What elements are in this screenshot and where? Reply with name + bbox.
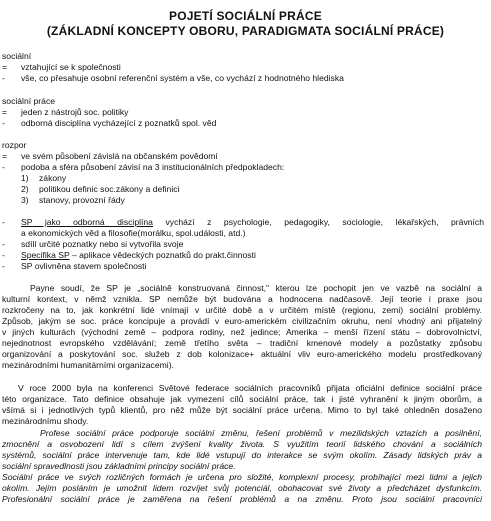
paragraph-line: V roce 2000 byla na konferenci Světové federace sociálních pracovníků přijata oficiální definice sociální práce (18, 383, 482, 393)
list-item: SP ovlivněna stavem společnosti (21, 261, 147, 271)
section-heading-socialni: sociální (2, 51, 32, 61)
paragraph-line: rozkročeny na to, jak konkrétní lidé vnímají v určité době a v určitém místě (regionu, zemi) sociální problémy. (2, 305, 482, 315)
paragraph-line: Profese sociální práce podporuje sociální změnu, řešení problémů v mezilidských vztazích a posilnění, (40, 428, 482, 438)
paragraph-line: sociální spravedlnosti jsou základními principy sociální práce. (2, 461, 236, 471)
paragraph-line: systémů, sociální práce intervenuje tam, kde lidé vstupují do interakce se svým okolím. Zásady lidských práv a (2, 450, 482, 460)
paragraph-line: v jiných kulturách (východní země – podpora rodiny, než jedince; Amerika – menší řízení státu – dobrovolnictví, (2, 327, 482, 337)
bullet-marker: = (2, 151, 8, 161)
list-item: vše, co přesahuje osobní referenční systém a vše, co vychází z hodnotného hlediska (21, 73, 344, 83)
list-item: podoba a sféra působení závisí na 3 institucionálních předpokladech: (21, 162, 285, 172)
list-item-specifika: Specifika SP – aplikace vědeckých poznatků do prakt.činnosti (21, 250, 256, 260)
bullet-marker: = (2, 62, 8, 72)
paragraph-line: této organizace. Tato definice obsahuje jak vymezení cílů sociální práce, tak i jisté vyhranění k jiným oborům, a (2, 394, 482, 404)
paragraph-line: mezinárodními humanitárními organizacemi). (2, 360, 174, 370)
numbered-item: stanovy, provozní řády (39, 195, 125, 205)
bullet-marker: - (2, 73, 5, 83)
list-item-continuation: a ekonomických věd a filosofie(morálku, spol.události, atd.) (21, 228, 246, 238)
list-item: jeden z nástrojů soc. politiky (21, 107, 129, 117)
section-heading-socialni-prace: sociální práce (2, 96, 56, 106)
bullet-marker: - (2, 261, 5, 271)
paragraph-line: organizování a poskytování soc. služeb z dob kolonizace+ aktuální vliv euro-amerického modelu prostředkovaný (2, 349, 482, 359)
paragraph-line: kulturní kontext, v němž vznikla. SP nemůže být budována a hodnocena nadčasově. Její teorie i praxe jsou (2, 294, 482, 304)
paragraph-line: nejednotnost evropského vzdělávání; země třetího světa – tradiční kmenové modely a pozůstatky způsobu (2, 338, 482, 348)
numbered-item: politikou definic soc.zákony a definici (39, 184, 180, 194)
paragraph-line: Profesionální sociální práce je zaměřena na řešení problémů a na změnu. Proto jsou sociální pracovníci (2, 494, 482, 504)
paragraph-line: všímá si i jednotlivých typů klientů, pro něž může být sociální práce určena. Mimo to byl také ohledněn dosaženo (2, 405, 482, 415)
section-heading-rozpor: rozpor (2, 140, 27, 150)
numbered-marker: 3) (21, 195, 29, 205)
bullet-marker: - (2, 162, 5, 172)
bullet-marker: - (2, 239, 5, 249)
paragraph-line: Sociální práce ve svých rozličných formách je určena pro složité, komplexní procesy, probíhající mezi lidmi a jejich (2, 472, 482, 482)
bullet-marker: - (2, 217, 5, 227)
numbered-marker: 1) (21, 173, 29, 183)
paragraph-line: zmocnění a osvobození lidí s cílem zvýšení kvality života. S využitím teorií lidského chování a sociálních (2, 439, 482, 449)
bullet-marker: - (2, 118, 5, 128)
bullet-marker: - (2, 250, 5, 260)
numbered-marker: 2) (21, 184, 29, 194)
list-item-sp-discipline: SP jako odborná disciplína vychází z psychologie, pedagogiky, sociologie, lékařských, právních (21, 217, 484, 227)
paragraph-line: Payne soudí, že SP je „sociálně konstruovaná činnost," kterou lze pochopit jen ve vazbě na sociální a (30, 283, 482, 293)
bullet-marker: = (2, 107, 8, 117)
specifika-sp-link[interactable]: Specifika SP (21, 250, 70, 260)
document-title-line2: (ZÁKLADNÍ KONCEPTY OBORU, PARADIGMATA SOCIÁLNÍ PRÁCE) (46, 24, 445, 38)
numbered-item: zákony (39, 173, 67, 183)
paragraph-line: Způsob, jakým se soc. práce koncipuje a provádí v euro-americkém civilizačním okruhu, není vhodný ani přijatelný (2, 316, 482, 326)
list-item: odborná disciplína vycházející z poznatků spol. věd (21, 118, 217, 128)
list-item: vztahující se k společnosti (21, 62, 121, 72)
sp-discipline-link[interactable]: SP jako odborná disciplína (21, 217, 153, 227)
paragraph-line: okolím. Jejím posláním je umožnit lidem rozvíjet svůj potenciál, obohacovat své životy a předcházet dysfunkcím. (2, 483, 482, 493)
list-item: sdílí určité poznatky nebo si vytvořila svoje (21, 239, 184, 249)
document-title-line1: POJETÍ SOCIÁLNÍ PRÁCE (169, 9, 322, 23)
paragraph-line: mezinárodnímu shody. (2, 416, 89, 426)
list-item: ve svém působení závislá na občanském povědomí (21, 151, 218, 161)
